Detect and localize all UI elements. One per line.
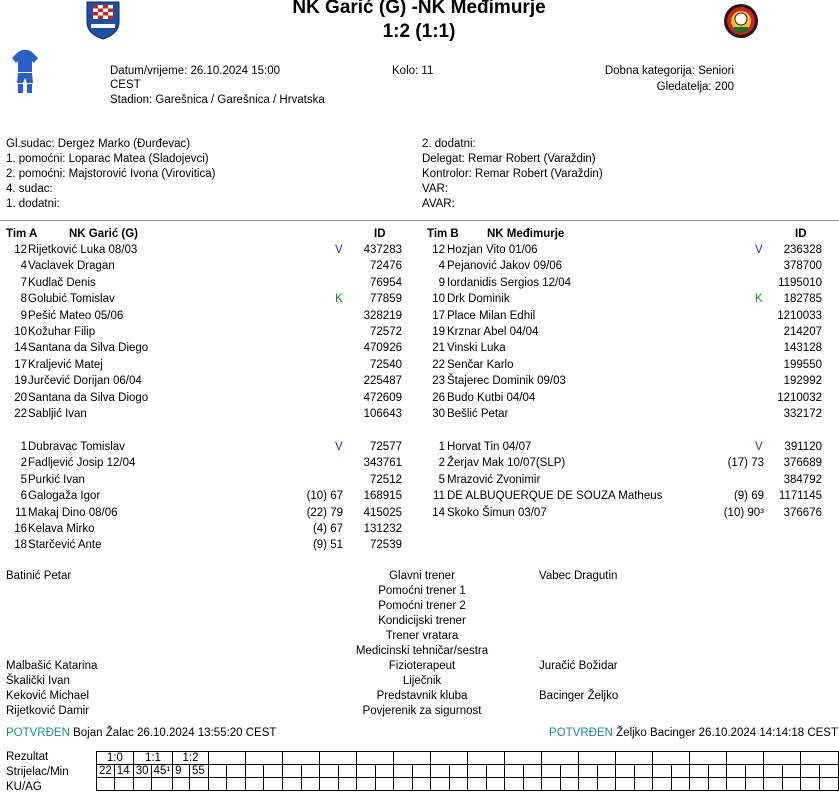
staff-role: Fizioterapeut [388, 660, 456, 672]
player-name: Golubić Tomislav [28, 293, 115, 306]
scorer-cell [264, 765, 283, 778]
ku-cell [801, 778, 820, 791]
player-number: 7 [20, 276, 27, 289]
player-name: Dubravac Tomislav [28, 441, 125, 453]
official-line: 4. sudac: [6, 183, 53, 195]
goalkeeper-marker: V [755, 244, 763, 256]
player-number: 23 [432, 375, 445, 388]
official-line: Gl.sudac: Dergez Marko (Đurđevac) [6, 138, 191, 150]
player-id: 214207 [783, 326, 822, 338]
ku-cell [394, 778, 413, 791]
goalkeeper-marker: V [755, 441, 763, 453]
player-number: 22 [432, 358, 445, 371]
captain-marker: K [335, 293, 343, 306]
player-name: Hozjan Vito 01/06 [447, 244, 538, 256]
result-cell [764, 752, 801, 765]
ku-cell [173, 778, 190, 791]
player-id: 1171145 [778, 490, 822, 503]
player-number: 9 [20, 309, 27, 322]
player-id: 182785 [783, 293, 822, 306]
official-line: 2. pomoćni: Majstorović Ivona (Virovitica) [6, 168, 216, 180]
scorer-cell [708, 765, 727, 778]
ku-cell [468, 778, 487, 791]
player-id: 384792 [783, 473, 822, 486]
player-id: 343761 [363, 457, 402, 470]
player-number: 17 [432, 309, 445, 322]
scorer-cell: 45¹ [151, 765, 173, 778]
ku-cell [431, 778, 450, 791]
ku-cell [97, 778, 115, 791]
player-name: Mrazović Zvonimir [447, 473, 541, 486]
player-name: Bešlić Petar [447, 408, 509, 420]
player-name: Kelava Mirko [28, 523, 95, 535]
player-id: 72572 [370, 326, 402, 338]
player-number: 19 [14, 375, 27, 388]
ku-label: KU/AG [6, 781, 42, 793]
scorer-cell [375, 765, 394, 778]
substitution-minute: (10) 90³ [723, 506, 764, 519]
staff-member-a: Škalički Ivan [6, 675, 70, 687]
player-name: Kožuhar Filip [28, 326, 96, 338]
staff-member-b: Vabec Dragutin [539, 570, 618, 582]
player-name: Fadljević Josip 12/04 [28, 457, 136, 470]
scorer-cell [338, 765, 357, 778]
scorer-cell: 55 [189, 765, 208, 778]
ku-cell [819, 778, 838, 791]
player-id: 1210033 [777, 309, 822, 322]
ku-cell [542, 778, 561, 791]
scorer-cell [208, 765, 227, 778]
player-id: 131232 [363, 523, 402, 535]
player-name: Žerjav Mak 10/07(SLP) [447, 457, 566, 470]
player-number: 26 [432, 391, 445, 404]
player-number: 14 [14, 342, 27, 355]
result-cell [690, 752, 727, 765]
team-b-label: Tim B [427, 228, 459, 240]
player-id: 328219 [363, 309, 402, 322]
scorer-cell [745, 765, 764, 778]
scorer-cell [542, 765, 561, 778]
result-label: Rezultat [6, 751, 49, 763]
staff-member-b: Juračić Božidar [539, 660, 618, 672]
player-name: Drk Dominik [447, 293, 510, 306]
player-number: 14 [432, 506, 445, 519]
player-id: 236328 [783, 244, 822, 256]
goalkeeper-marker: V [335, 441, 343, 453]
result-cell: 1:1 [133, 752, 172, 765]
result-cell [505, 752, 542, 765]
ku-cell [634, 778, 653, 791]
player-id: 76954 [370, 276, 402, 289]
player-id: 470926 [363, 342, 402, 355]
official-line: AVAR: [422, 198, 455, 210]
result-cell [394, 752, 431, 765]
scorer-cell [782, 765, 801, 778]
result-row [97, 778, 839, 791]
ku-cell [412, 778, 431, 791]
scorer-cell [468, 765, 487, 778]
ku-cell [114, 778, 133, 791]
player-number: 6 [20, 490, 27, 503]
player-id: 376689 [783, 457, 822, 470]
player-name: Štajerec Dominik 09/03 [447, 375, 566, 388]
staff-role: Predstavnik kluba [376, 690, 468, 702]
kit-icon [12, 50, 38, 94]
player-number: 4 [20, 260, 27, 273]
scorer-cell: 14 [114, 765, 133, 778]
ku-cell [338, 778, 357, 791]
scorer-cell [449, 765, 468, 778]
result-cell [208, 752, 245, 765]
ku-cell [375, 778, 394, 791]
scorer-cell [597, 765, 616, 778]
ku-cell [597, 778, 616, 791]
result-cell [653, 752, 690, 765]
scorer-cell [245, 765, 264, 778]
player-number: 16 [14, 523, 27, 535]
scorer-cell [320, 765, 339, 778]
ku-cell [245, 778, 264, 791]
ku-cell [727, 778, 746, 791]
player-number: 2 [20, 457, 27, 470]
result-cell [801, 752, 839, 765]
player-id: 378700 [783, 260, 822, 273]
scorer-cell [486, 765, 505, 778]
player-id: 199550 [783, 358, 822, 371]
player-number: 2 [438, 457, 445, 470]
player-name: Santana da Silva Diego [28, 342, 149, 355]
substitution-minute: (9) 69 [733, 490, 764, 503]
result-cell [320, 752, 357, 765]
player-number: 8 [20, 293, 27, 306]
scorer-cell [616, 765, 635, 778]
ku-cell [264, 778, 283, 791]
player-name: Kraljević Matej [28, 358, 103, 371]
staff-role: Pomoćni trener 2 [378, 600, 466, 612]
player-name: Pejanović Jakov 09/06 [447, 260, 563, 273]
player-number: 1 [438, 441, 445, 453]
substitution-minute: (4) 67 [312, 523, 343, 535]
result-cell [357, 752, 394, 765]
result-cell [579, 752, 616, 765]
scorer-cell [671, 765, 690, 778]
player-number: 12 [14, 244, 27, 256]
ku-cell [189, 778, 208, 791]
scorer-cell: 30 [133, 765, 151, 778]
match-round: Kolo: 11 [392, 65, 434, 77]
result-cell [468, 752, 505, 765]
result-cell [245, 752, 282, 765]
player-number: 19 [432, 326, 445, 338]
match-timezone: CEST [110, 79, 141, 91]
result-cell [542, 752, 579, 765]
ku-cell [523, 778, 542, 791]
ku-cell [653, 778, 672, 791]
substitution-minute: (22) 79 [306, 506, 343, 519]
ku-cell [690, 778, 709, 791]
player-number: 22 [14, 408, 27, 420]
team-a-name: NK Garić (G) [69, 228, 139, 240]
divider [0, 220, 839, 221]
official-line: VAR: [422, 183, 448, 195]
official-line: 1. pomoćni: Loparac Matea (Sladojevci) [6, 153, 209, 165]
confirm-right-text: Željko Bacinger 26.10.2024 14:14:18 CEST [616, 727, 838, 739]
ku-cell [283, 778, 302, 791]
player-id: 77859 [370, 293, 402, 306]
ku-cell [357, 778, 376, 791]
result-cell: 1:2 [173, 752, 209, 765]
player-number: 10 [432, 293, 445, 306]
ku-cell [764, 778, 783, 791]
player-id: 415025 [363, 506, 402, 519]
staff-role: Medicinski tehničar/sestra [355, 645, 489, 657]
scorer-cell [394, 765, 413, 778]
spectators: Gledatelja: 200 [656, 81, 734, 93]
player-name: Budo Kutbi 04/04 [447, 391, 536, 404]
player-number: 17 [14, 358, 27, 371]
ku-cell [449, 778, 468, 791]
ku-cell [782, 778, 801, 791]
ku-cell [486, 778, 505, 791]
player-id: 332172 [783, 408, 822, 420]
confirm-right [549, 727, 838, 739]
player-number: 4 [438, 260, 445, 273]
player-name: Galogaža Igor [28, 490, 101, 503]
staff-member-a: Batinić Petar [6, 570, 72, 582]
scorer-cell [431, 765, 450, 778]
ku-cell [227, 778, 246, 791]
scorer-label: Strijelac/Min [6, 766, 69, 778]
player-name: Sabljić Ivan [28, 408, 87, 420]
scorer-cell [579, 765, 598, 778]
confirm-right-status: POTVRĐEN [549, 727, 613, 739]
player-name: Vaclavek Dragan [28, 260, 115, 273]
scorer-cell [357, 765, 376, 778]
player-name: Vinski Luka [447, 342, 506, 355]
ku-cell [133, 778, 151, 791]
substitution-minute: (9) 51 [312, 539, 343, 552]
confirm-left-text: Bojan Žalac 26.10.2024 13:55:20 CEST [73, 727, 277, 739]
player-id: 72577 [370, 441, 402, 453]
home-club-logo [84, 0, 122, 40]
ku-cell [708, 778, 727, 791]
scorer-cell: 22 [97, 765, 115, 778]
player-id: 437283 [363, 244, 402, 256]
official-line: Delegat: Remar Robert (Varaždin) [422, 153, 596, 165]
result-grid [96, 751, 839, 791]
player-id: 472609 [363, 391, 402, 404]
ku-cell [745, 778, 764, 791]
team-b-id-header: ID [795, 228, 807, 240]
ku-cell [616, 778, 635, 791]
scorer-cell: 9 [173, 765, 190, 778]
player-id: 72512 [370, 473, 402, 486]
player-number: 18 [14, 539, 27, 552]
player-name: Starčević Ante [28, 539, 102, 552]
result-cell: 1:0 [97, 752, 134, 765]
player-name: Purkić Ivan [28, 473, 85, 486]
player-name: Santana da Silva Diogo [28, 391, 149, 404]
result-row [97, 765, 839, 778]
result-cell [431, 752, 468, 765]
confirm-left [6, 727, 276, 739]
player-number: 11 [433, 490, 445, 503]
player-id: 391120 [784, 441, 822, 453]
scorer-cell [727, 765, 746, 778]
player-name: DE ALBUQUERQUE DE SOUZA Matheus [447, 490, 663, 503]
result-row [97, 752, 839, 765]
scorer-cell [560, 765, 579, 778]
scorer-cell [634, 765, 653, 778]
player-name: Krznar Abel 04/04 [447, 326, 539, 338]
scorer-cell [505, 765, 524, 778]
team-b-name: NK Međimurje [487, 228, 565, 240]
away-club-logo [723, 1, 759, 41]
age-category: Dobna kategorija: Seniori [604, 65, 734, 77]
player-name: Place Milan Edhil [447, 309, 536, 322]
staff-member-a: Rijetković Damir [6, 705, 90, 717]
scorer-cell [412, 765, 431, 778]
player-id: 143128 [783, 342, 822, 355]
staff-member-a: Malbašić Katarina [6, 660, 98, 672]
player-id: 1210032 [777, 391, 822, 404]
ku-cell [208, 778, 227, 791]
ku-cell [320, 778, 339, 791]
player-number: 21 [432, 342, 445, 355]
player-name: Senčar Karlo [447, 358, 514, 371]
staff-member-a: Keković Michael [6, 690, 90, 702]
scorer-cell [801, 765, 820, 778]
player-name: Kudlač Denis [28, 276, 96, 289]
staff-role: Povjerenik za sigurnost [362, 705, 482, 717]
team-a-label: Tim A [6, 228, 38, 240]
scorer-cell [301, 765, 320, 778]
player-number: 20 [14, 391, 27, 404]
player-number: 10 [14, 326, 27, 338]
staff-role: Pomoćni trener 1 [378, 585, 466, 597]
official-line: Kontrolor: Remar Robert (Varaždin) [422, 168, 603, 180]
staff-role: Glavni trener [389, 570, 455, 582]
player-id: 192992 [783, 375, 822, 388]
player-id: 1195010 [778, 276, 822, 289]
player-name: Pešić Mateo 05/06 [28, 309, 124, 322]
ku-cell [579, 778, 598, 791]
result-cell [616, 752, 653, 765]
player-number: 12 [432, 244, 445, 256]
scorer-cell [227, 765, 246, 778]
official-line: 2. dodatni: [422, 138, 476, 150]
scorer-cell [819, 765, 838, 778]
scorer-cell [764, 765, 783, 778]
official-line: 1. dodatni: [6, 198, 60, 210]
staff-role: Liječnik [402, 675, 442, 687]
player-id: 72540 [370, 358, 402, 371]
confirm-left-status: POTVRĐEN [6, 727, 70, 739]
player-number: 30 [432, 408, 445, 420]
player-name: Rijetković Luka 08/03 [28, 244, 138, 256]
team-a-id-header: ID [374, 228, 386, 240]
player-id: 72476 [370, 260, 402, 273]
player-number: 11 [15, 506, 27, 519]
goalkeeper-marker: V [335, 244, 343, 256]
player-number: 5 [20, 473, 27, 486]
match-score: 1:2 (1:1) [382, 21, 456, 42]
captain-marker: K [755, 293, 763, 306]
ku-cell [671, 778, 690, 791]
ku-cell [301, 778, 320, 791]
scorer-cell [653, 765, 672, 778]
player-name: Jurčević Dorijan 06/04 [28, 375, 142, 388]
scorer-cell [690, 765, 709, 778]
player-number: 5 [438, 473, 445, 486]
player-id: 106643 [363, 408, 402, 420]
ku-cell [560, 778, 579, 791]
player-id: 376676 [783, 506, 822, 519]
player-name: Skoko Šimun 03/07 [447, 506, 547, 519]
result-cell [283, 752, 320, 765]
match-stadium: Stadion: Garešnica / Garešnica / Hrvatska [110, 94, 325, 106]
match-title: NK Garić (G) -NK Međimurje [292, 0, 546, 18]
player-name: Horvat Tin 04/07 [447, 441, 532, 453]
scorer-cell [283, 765, 302, 778]
player-id: 72539 [370, 539, 402, 552]
substitution-minute: (10) 67 [306, 490, 343, 503]
ku-cell [505, 778, 524, 791]
player-name: Makaj Dino 08/06 [28, 506, 118, 519]
player-number: 1 [20, 441, 27, 453]
player-id: 168915 [363, 490, 402, 503]
match-datetime: Datum/vrijeme: 26.10.2024 15:00 [110, 65, 281, 77]
player-number: 9 [438, 276, 445, 289]
scorer-cell [523, 765, 542, 778]
staff-role: Kondicijski trener [378, 615, 466, 627]
staff-member-b: Bacinger Željko [539, 690, 619, 702]
result-cell [727, 752, 764, 765]
substitution-minute: (17) 73 [727, 457, 764, 470]
player-id: 225487 [363, 375, 402, 388]
ku-cell [151, 778, 173, 791]
staff-role: Trener vratara [385, 630, 459, 642]
player-name: Iordanidis Sergios 12/04 [447, 276, 572, 289]
